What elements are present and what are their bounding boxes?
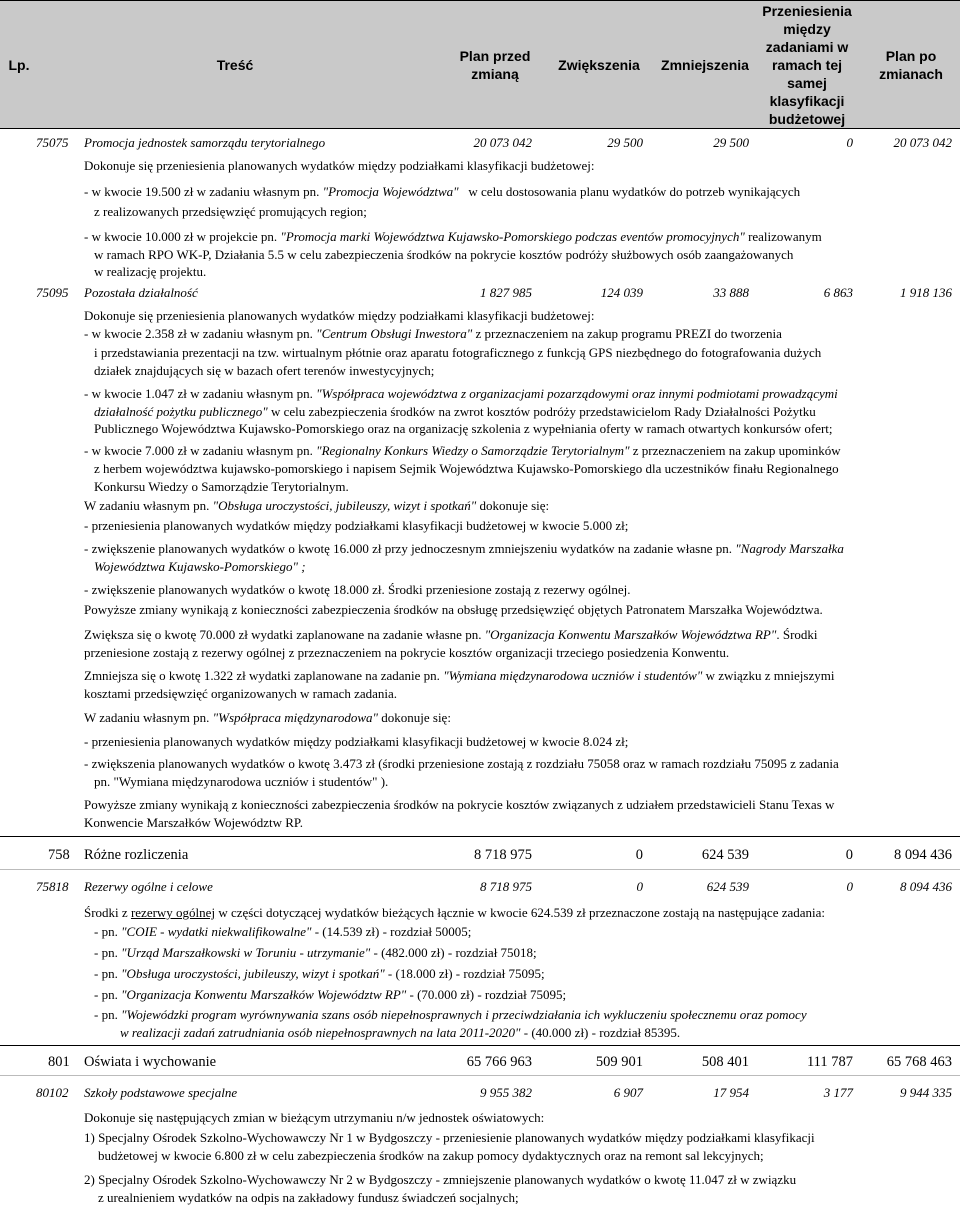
text-line: w ramach RPO WK-P, Działania 5.5 w celu zabezpieczenia środków na pokrycie kosztów podróży służbowych osób zaangażowanych xyxy=(94,247,794,262)
row-name: Oświata i wychowanie xyxy=(84,1054,217,1070)
text-line: i przedstawiania prezentacji na tzw. wirtualnym płótnie oraz aparatu fotograficznego z funkcją GPS niezbędnego do fotografowania dużych xyxy=(94,345,822,360)
text-line: - pn. "Urząd Marszałkowski w Toruniu - utrzymanie" - (482.000 zł) - rozdział 75018; xyxy=(94,945,537,960)
text-line: - pn. "Obsługa uroczystości, jubileuszy, wizyt i spotkań" - (18.000 zł) - rozdział 75095; xyxy=(94,966,545,981)
header-plan-przed: Plan przed zmianą xyxy=(459,47,531,82)
text-line: - w kwocie 2.358 zł w zadaniu własnym pn. "Centrum Obsługi Inwestora" z przeznaczeniem na zakup programu PREZI do tworzenia xyxy=(84,326,782,341)
row-name: Pozostała działalność xyxy=(84,285,198,300)
text-line: - pn. "COIE - wydatki niekwalifikowalne" - (14.539 zł) - rozdział 50005; xyxy=(94,924,472,939)
row-dec: 508 401 xyxy=(701,1054,749,1070)
row-dec: 624 539 xyxy=(706,879,749,894)
header-plan-po: Plan po zmianach xyxy=(879,47,943,82)
row-plan: 8 718 975 xyxy=(474,847,532,863)
text-line: W zadaniu własnym pn. "Współpraca międzynarodowa" dokonuje się: xyxy=(84,710,451,725)
text-line: - zwiększenie planowanych wydatków o kwotę 18.000 zł. Środki przeniesione zostają z rezerwy ogólnej. xyxy=(84,582,631,597)
row-dec: 17 954 xyxy=(713,1085,749,1100)
row-plan: 20 073 042 xyxy=(473,135,532,150)
text-line: - zwiększenia planowanych wydatków o kwotę 3.473 zł (środki przeniesione zostają z rozdziału 75058 oraz w ramach rozdziału 75095 z zadania xyxy=(84,756,839,771)
row-after: 1 918 136 xyxy=(900,285,952,300)
text-line: Zmniejsza się o kwotę 1.322 zł wydatki zaplanowane na zadanie pn. "Wymiana międzynarodowa uczniów i studentów" w związku z mniejszymi xyxy=(84,668,835,683)
row-inc: 0 xyxy=(636,879,643,894)
row-inc: 6 907 xyxy=(613,1085,643,1100)
header-zwiekszenia: Zwiększenia xyxy=(558,56,640,73)
header-tresc: Treść xyxy=(216,56,254,73)
row-dec: 33 888 xyxy=(713,285,749,300)
row-code: 80102 xyxy=(36,1085,69,1100)
text-line: Województwa Kujawsko-Pomorskiego" ; xyxy=(94,559,306,574)
text-line: - zwiększenie planowanych wydatków o kwotę 16.000 zł przy jednoczesnym zmniejszeniu wydatków na zadanie własne pn. "Nagrody Marszałka xyxy=(84,541,844,556)
text-line: 1) Specjalny Ośrodek Szkolno-Wychowawczy Nr 1 w Bydgoszczy - przeniesienie planowanych wydatków między podziałkami klasyfikacji xyxy=(84,1130,815,1145)
text-line: pn. "Wymiana międzynarodowa uczniów i studentów" ). xyxy=(94,774,389,789)
row-inc: 124 039 xyxy=(600,285,643,300)
row-trans: 0 xyxy=(846,135,853,150)
text-line: Powyższe zmiany wynikają z konieczności zabezpieczenia środków na obsługę przedsięwzięć objętych Patronatem Marszałka Województwa. xyxy=(84,602,823,617)
table-header xyxy=(0,0,960,129)
row-plan: 65 766 963 xyxy=(466,1054,532,1070)
row-after: 8 094 436 xyxy=(894,847,952,863)
text-line: - przeniesienia planowanych wydatków między podziałkami klasyfikacji budżetowej w kwocie 8.024 zł; xyxy=(84,734,629,749)
text-line: Konwencie Marszałków Województw RP. xyxy=(84,815,303,830)
row-trans: 0 xyxy=(846,879,853,894)
row-dec: 29 500 xyxy=(713,135,749,150)
row-name: Różne rozliczenia xyxy=(84,847,189,863)
row-dec: 624 539 xyxy=(701,847,749,863)
text-line: Dokonuje się przeniesienia planowanych wydatków między podziałkami klasyfikacji budżetowej: xyxy=(84,158,595,173)
header-lp: Lp. xyxy=(8,56,30,73)
divider xyxy=(0,1075,960,1076)
row-name: Promocja jednostek samorządu terytorialnego xyxy=(84,135,326,150)
text-line: Dokonuje się następujących zmian w bieżącym utrzymaniu n/w jednostek oświatowych: xyxy=(84,1110,545,1125)
text-line: działek znajdujących się w bazach ofert terenów inwestycyjnych; xyxy=(94,363,435,378)
row-plan: 9 955 382 xyxy=(480,1085,532,1100)
row-after: 20 073 042 xyxy=(893,135,952,150)
header-przeniesienia: Przeniesienia między zadaniami w ramach tej samej klasyfikacji budżetowej xyxy=(762,2,852,127)
row-code: 75075 xyxy=(36,135,69,150)
text-line: z urealnieniem wydatków na odpis na zakładowy fundusz świadczeń socjalnych; xyxy=(98,1190,519,1205)
text-line: - przeniesienia planowanych wydatków między podziałkami klasyfikacji budżetowej w kwocie 5.000 zł; xyxy=(84,518,629,533)
text-line: Dokonuje się przeniesienia planowanych wydatków między podziałkami klasyfikacji budżetowej: xyxy=(84,308,595,323)
row-trans: 6 863 xyxy=(823,285,853,300)
row-after: 65 768 463 xyxy=(886,1054,952,1070)
row-name: Szkoły podstawowe specjalne xyxy=(84,1085,238,1100)
row-code: 75818 xyxy=(36,879,69,894)
row-name: Rezerwy ogólne i celowe xyxy=(84,879,213,894)
divider xyxy=(0,1045,960,1046)
text-line: - w kwocie 19.500 zł w zadaniu własnym pn. "Promocja Województwa" w celu dostosowania planu wydatków do potrzeb wynikających xyxy=(84,184,801,199)
row-trans: 0 xyxy=(845,847,853,863)
text-line: z realizowanych przedsięwzięć promujących region; xyxy=(94,204,367,219)
row-code: 801 xyxy=(48,1054,70,1070)
row-after: 8 094 436 xyxy=(900,879,952,894)
text-line: - pn. "Wojewódzki program wyrównywania szans osób niepełnosprawnych i przeciwdziałania ich wykluczeniu społecznemu oraz pomocy xyxy=(94,1007,807,1022)
text-line: w realizację projektu. xyxy=(94,264,207,279)
row-plan: 8 718 975 xyxy=(480,879,532,894)
text-line: kosztami przedsięwzięć organizowanych w ramach zadania. xyxy=(84,686,398,701)
text-line: przeniesione zostają z rezerwy ogólnej z przeznaczeniem na pokrycie kosztów organizacji trzeciego posiedzenia Konwentu. xyxy=(84,645,730,660)
divider xyxy=(0,836,960,837)
row-inc: 29 500 xyxy=(607,135,643,150)
row-after: 9 944 335 xyxy=(900,1085,952,1100)
row-inc: 0 xyxy=(635,847,643,863)
text-line: Powyższe zmiany wynikają z konieczności zabezpieczenia środków na pokrycie kosztów związanych z udziałem przedstawicieli Stanu Texas w xyxy=(84,797,835,812)
text-line: - w kwocie 10.000 zł w projekcie pn. "Promocja marki Województwa Kujawsko-Pomorskiego podczas eventów promocyjnych" realizowanym xyxy=(84,229,822,244)
text-line: W zadaniu własnym pn. "Obsługa uroczystości, jubileuszy, wizyt i spotkań" dokonuje się: xyxy=(84,498,550,513)
row-code: 758 xyxy=(48,847,70,863)
text-line: Konkursu Wiedzy o Samorządzie Terytorialnym. xyxy=(94,479,349,494)
row-plan: 1 827 985 xyxy=(480,285,532,300)
text-line: - pn. "Organizacja Konwentu Marszałków Województw RP" - (70.000 zł) - rozdział 75095; xyxy=(94,987,567,1002)
divider xyxy=(0,869,960,870)
row-trans: 111 787 xyxy=(806,1054,853,1070)
row-trans: 3 177 xyxy=(823,1085,853,1100)
text-line: 2) Specjalny Ośrodek Szkolno-Wychowawczy Nr 2 w Bydgoszczy - zmniejszenie planowanych wydatków o kwotę 11.047 zł w związku xyxy=(84,1172,797,1187)
text-line: Środki z rezerwy ogólnej w części dotyczącej wydatków bieżących łącznie w kwocie 624.539 zł przeznaczone zostają na następujące zadania: xyxy=(84,905,826,920)
header-zmniejszenia: Zmniejszenia xyxy=(661,56,749,73)
row-inc: 509 901 xyxy=(595,1054,643,1070)
text-line: Publicznego Województwa Kujawsko-Pomorskiego oraz na organizację szkolenia z wypełniania oferty w ramach otwartych konkursów ofert; xyxy=(94,421,833,436)
text-line: w realizacji zadań zatrudniania osób niepełnosprawnych na lata 2011-2020" - (40.000 zł) - rozdział 85395. xyxy=(120,1025,681,1040)
row-code: 75095 xyxy=(36,285,69,300)
text-line: - w kwocie 1.047 zł w zadaniu własnym pn. "Współpraca województwa z organizacjami pozarządowymi oraz innymi podmiotami prowadzącymi xyxy=(84,386,838,401)
text-line: Zwiększa się o kwotę 70.000 zł wydatki zaplanowane na zadanie własne pn. "Organizacja Konwentu Marszałków Województwa RP". Środki xyxy=(84,627,818,642)
text-line: - w kwocie 7.000 zł w zadaniu własnym pn. "Regionalny Konkurs Wiedzy o Samorządzie Terytorialnym" z przeznaczeniem na zakup upominków xyxy=(84,443,841,458)
text-line: z herbem województwa kujawsko-pomorskiego i napisem Sejmik Województwa Kujawsko-Pomorskiego dla uczestników finału Regionalnego xyxy=(94,461,839,476)
text-line: działalność pożytku publicznego" w celu zabezpieczenia środków na zwrot kosztów podróży przedstawicielom Rady Działalności Pożytku xyxy=(94,404,816,419)
text-line: budżetowej w kwocie 6.800 zł w celu zabezpieczenia środków na zakup pomocy dydaktycznych oraz na remont sal lekcyjnych; xyxy=(98,1148,764,1163)
